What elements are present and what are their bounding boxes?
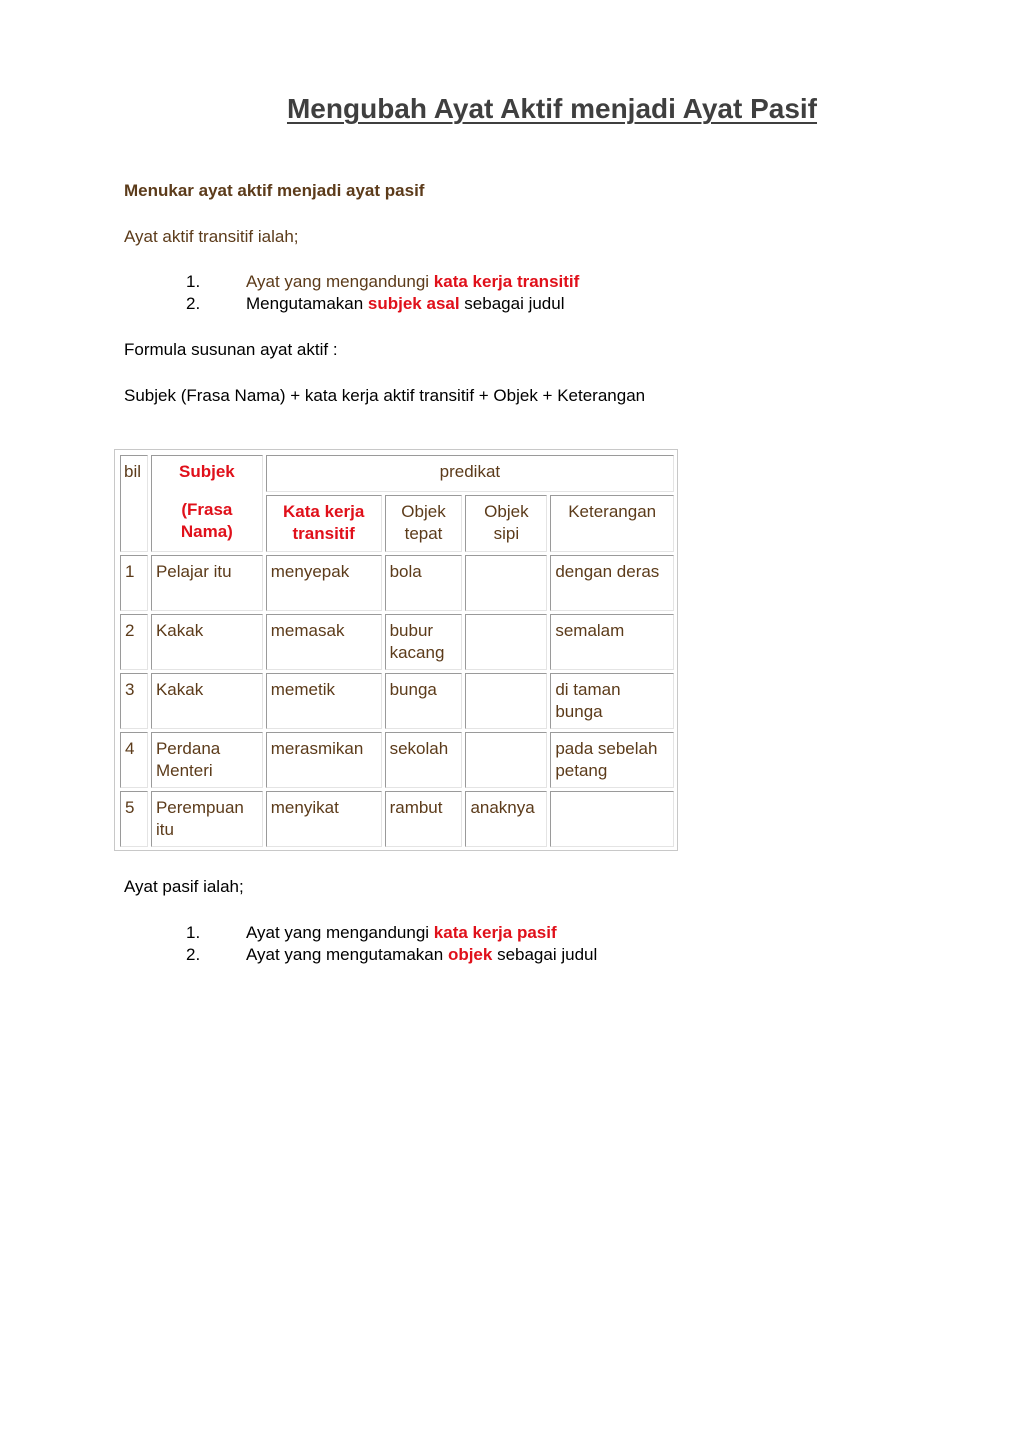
sentence-table [114, 449, 678, 851]
header-objek-sipi [465, 495, 547, 552]
header-bil: bil [120, 455, 148, 552]
header-objek-tepat [385, 495, 463, 552]
cell-objek-tepat: rambut [385, 791, 463, 847]
cell-keterangan: pada sebelah petang [550, 732, 674, 788]
list-number: 2. [186, 945, 201, 964]
aktif-list-item [186, 294, 565, 314]
header-objek-tepat-2: tepat [404, 524, 443, 543]
cell-bil: 1 [120, 555, 148, 611]
cell-subjek: Perempuan itu [151, 791, 263, 847]
cell-subjek: Kakak [151, 614, 263, 670]
header-kata-kerja-1: Kata kerja [283, 502, 365, 521]
sentence-grid [117, 452, 677, 850]
cell-objek-sipi: anaknya [465, 791, 547, 847]
table-row [120, 555, 674, 611]
cell-objek-sipi [465, 614, 547, 670]
header-kata-kerja-2: transitif [292, 524, 355, 543]
document-title: Mengubah Ayat Aktif menjadi Ayat Pasif [286, 93, 818, 124]
list-text-post: sebagai judul [492, 945, 598, 964]
list-highlight: subjek asal [367, 294, 460, 313]
cell-objek-tepat: sekolah [385, 732, 463, 788]
pasif-list-item [186, 945, 597, 965]
header-predikat: predikat [266, 455, 674, 492]
list-text: Mengutamakan [246, 294, 368, 313]
header-subjek [151, 455, 263, 552]
cell-bil: 3 [120, 673, 148, 729]
list-text: Ayat yang mengandungi [246, 272, 434, 291]
cell-objek-tepat: bola [385, 555, 463, 611]
table-row [120, 732, 674, 788]
cell-keterangan: dengan deras [550, 555, 674, 611]
cell-subjek: Pelajar itu [151, 555, 263, 611]
list-number: 1. [186, 923, 201, 942]
cell-objek-tepat: bunga [385, 673, 463, 729]
list-highlight: kata kerja pasif [433, 923, 557, 942]
cell-objek-tepat: bubur kacang [385, 614, 463, 670]
cell-subjek: Perdana Menteri [151, 732, 263, 788]
header-kata-kerja [266, 495, 382, 552]
cell-keterangan: di taman bunga [550, 673, 674, 729]
header-objek-sipi-1: Objek [484, 502, 529, 521]
cell-bil: 2 [120, 614, 148, 670]
cell-bil: 5 [120, 791, 148, 847]
aktif-intro: Ayat aktif transitif ialah; [124, 227, 299, 246]
table-row [120, 614, 674, 670]
list-number: 2. [186, 294, 201, 313]
cell-keterangan [550, 791, 674, 847]
cell-objek-sipi [465, 732, 547, 788]
header-keterangan: Keterangan [550, 495, 674, 552]
list-number: 1. [186, 272, 201, 291]
formula-label: Formula susunan ayat aktif : [124, 340, 338, 359]
cell-kata-kerja: menyepak [266, 555, 382, 611]
cell-objek-sipi [465, 673, 547, 729]
cell-objek-sipi [465, 555, 547, 611]
cell-kata-kerja: menyikat [266, 791, 382, 847]
list-text: Ayat yang mengutamakan [246, 945, 448, 964]
aktif-list-item [186, 272, 579, 292]
formula-text: Subjek (Frasa Nama) + kata kerja aktif transitif + Objek + Keterangan [124, 386, 646, 405]
cell-kata-kerja: merasmikan [266, 732, 382, 788]
cell-subjek: Kakak [151, 673, 263, 729]
list-highlight: objek [447, 945, 493, 964]
list-highlight: kata kerja transitif [433, 272, 580, 291]
header-nama-label: Nama) [180, 522, 233, 541]
header-objek-tepat-1: Objek [401, 502, 446, 521]
header-subjek-label: Subjek [178, 462, 235, 481]
cell-kata-kerja: memasak [266, 614, 382, 670]
table-row [120, 673, 674, 729]
header-frasa-label: (Frasa [181, 500, 233, 519]
list-text: Ayat yang mengandungi [246, 923, 434, 942]
pasif-intro: Ayat pasif ialah; [124, 877, 244, 896]
table-row [120, 791, 674, 847]
cell-bil: 4 [120, 732, 148, 788]
pasif-list-item [186, 923, 557, 943]
cell-kata-kerja: memetik [266, 673, 382, 729]
list-text-post: sebagai judul [459, 294, 565, 313]
section-heading: Menukar ayat aktif menjadi ayat pasif [124, 181, 425, 200]
cell-keterangan: semalam [550, 614, 674, 670]
header-objek-sipi-2: sipi [493, 524, 520, 543]
